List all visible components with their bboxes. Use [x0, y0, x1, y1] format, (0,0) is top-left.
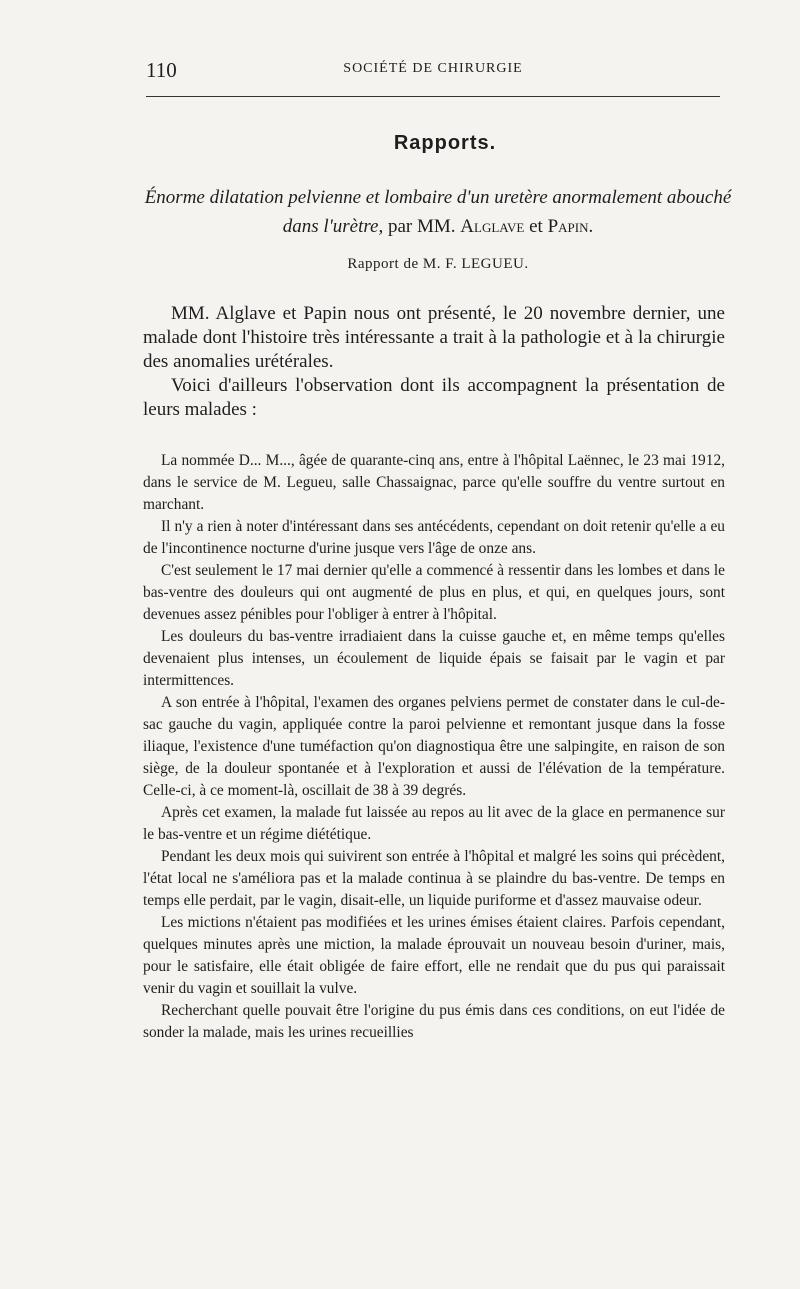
observation-paragraph: Recherchant quelle pouvait être l'origine du pus émis dans ces conditions, on eut l'idée de sonder la malade, mais les urines recueillies: [143, 1002, 725, 1041]
observation-paragraph: Après cet examen, la malade fut laissée au repos au lit avec de la glace en permanence sur le bas-ventre et un régime diététique.: [143, 804, 725, 843]
journal-title: SOCIÉTÉ DE CHIRURGIE: [343, 61, 523, 76]
observation-paragraph: Il n'y a rien à noter d'intéressant dans ses antécédents, cependant on doit retenir qu'elle a eu de l'incontinence nocturne d'urine jusque vers l'âge de onze ans.: [143, 518, 725, 557]
report-title-and: et: [529, 216, 543, 237]
observation-paragraph: La nommée D... M..., âgée de quarante-cinq ans, entre à l'hôpital Laënnec, le 23 mai 1912, dans le service de M. Legueu, salle Chassaignac, parce qu'elle souffre du ventre surtout en marchant.: [143, 452, 725, 513]
section-heading: Rapports.: [393, 132, 497, 154]
observation-paragraph: A son entrée à l'hôpital, l'examen des organes pelviens permet de constater dans le cul-de-sac gauche du vagin, appliquée contre la paroi pelvienne et remontant jusque dans la fosse iliaque, l'existence d'une tuméfaction qu'on diagnostiqua être une salpingite, en raison de son siège, de la douleur spontanée et à l'exploration et aussi de l'élévation de la température. Celle-ci, à ce moment-là, oscillait de 38 à 39 degrés.: [143, 694, 725, 799]
observation-text: [143, 450, 725, 1044]
report-title: [143, 183, 733, 241]
observation-paragraph: Les douleurs du bas-ventre irradiaient dans la cuisse gauche et, en même temps qu'elles devenaient plus intenses, un écoulement de liquide épais se faisait par le vagin et par intermittences.: [143, 628, 725, 689]
observation-paragraph: Pendant les deux mois qui suivirent son entrée à l'hôpital et malgré les soins qui précèdent, l'état local ne s'améliora pas et la malade continua à se plaindre du bas-ventre. De temps en temps elle perdait, par le vagin, disait-elle, un liquide puriforme et d'assez mauvaise odeur.: [143, 848, 725, 909]
intro-text: [143, 302, 725, 422]
observation-paragraph: C'est seulement le 17 mai dernier qu'elle a commencé à ressentir dans les lombes et dans le bas-ventre des douleurs qui ont augmenté de plus en plus, et qui, en quelques jours, sont devenues assez pénibles pour l'obliger à entrer à l'hôpital.: [143, 562, 725, 623]
running-head: [146, 58, 720, 84]
report-title-by: par MM.: [387, 216, 456, 237]
reporter-line: Rapport de M. F. LEGUEU.: [347, 256, 529, 272]
page-number: 110: [146, 58, 177, 82]
report-title-subject: Énorme dilatation pelvienne et lombaire d'un uretère anormalement abouché dans l'urètre,: [144, 187, 732, 237]
intro-paragraph: Voici d'ailleurs l'observation dont ils accompagnent la présentation de leurs malades :: [143, 375, 725, 420]
header-rule: [146, 96, 720, 97]
observation-paragraph: Les mictions n'étaient pas modifiées et les urines émises étaient claires. Parfois cependant, quelques minutes après une miction, la malade éprouvait un nouveau besoin d'uriner, mais, pour le satisfaire, elle était obligée de faire effort, elle ne rendait que du pus qui paraissait venir du vagin et souillait la vulve.: [143, 914, 725, 997]
intro-paragraph: MM. Alglave et Papin nous ont présenté, le 20 novembre dernier, une malade dont l'histoire très intéressante a trait à la pathologie et à la chirurgie des anomalies urétérales.: [143, 303, 725, 372]
author-papin: Papin.: [547, 216, 594, 237]
author-alglave: Alglave: [460, 216, 525, 237]
